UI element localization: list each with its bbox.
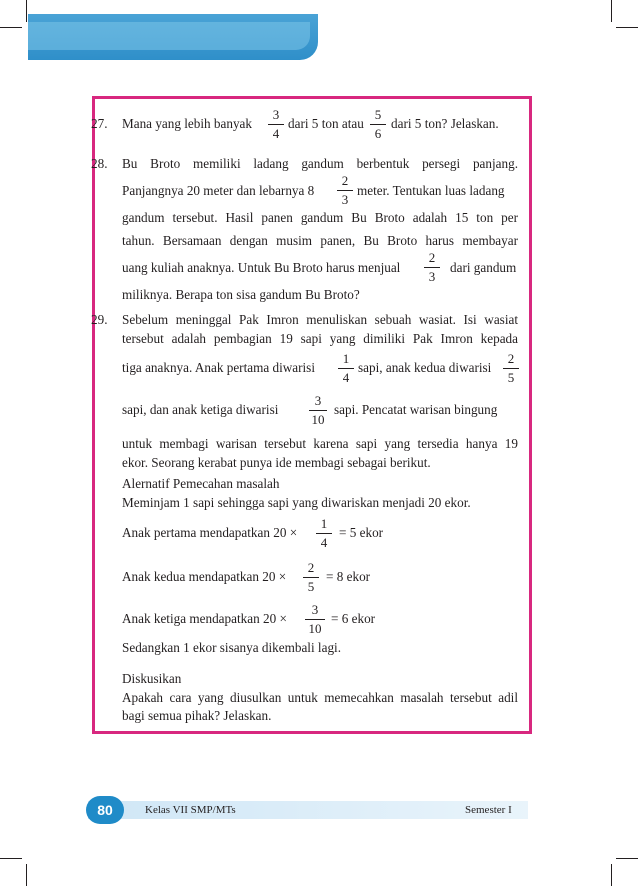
- question-text: uang kuliah anaknya. Untuk Bu Broto harus menjual: [122, 260, 401, 275]
- calculation: Anak kedua mendapatkan 20 ×: [122, 569, 287, 584]
- question-number: 29.: [91, 312, 108, 327]
- fraction: $\frac{5}{6}$: [370, 108, 386, 141]
- discussion-text: Apakah cara yang diusulkan untuk memecahkan masalah tersebut adil: [122, 690, 518, 705]
- page-number: 80: [86, 796, 124, 824]
- mixed-fraction: $\frac{2}{3}$: [337, 174, 353, 207]
- question-text: miliknya. Berapa ton sisa gandum Bu Broto?: [122, 287, 360, 302]
- fraction: $\frac{1}{4}$: [316, 517, 332, 550]
- question-text: dari 5 ton? Jelaskan.: [391, 116, 499, 131]
- question-text: sapi, dan anak ketiga diwarisi: [122, 402, 279, 417]
- fraction: $\frac{3}{4}$: [268, 108, 284, 141]
- question-text: tiga anaknya. Anak pertama diwarisi: [122, 360, 315, 375]
- calculation: = 8 ekor: [326, 569, 371, 584]
- fraction: $\frac{3}{10}$: [309, 394, 327, 427]
- calculation: Anak ketiga mendapatkan 20 ×: [122, 611, 287, 626]
- question-text: sapi. Pencatat warisan bingung: [334, 402, 498, 417]
- remainder-text: Sedangkan 1 ekor sisanya dikembali lagi.: [122, 640, 342, 655]
- question-text: Mana yang lebih banyak: [122, 116, 253, 131]
- header-banner: [28, 14, 318, 60]
- question-text: Sebelum meninggal Pak Imron menuliskan sebuah wasiat. Isi wasiat: [122, 312, 518, 327]
- crop-mark: [616, 27, 638, 28]
- calculation: Anak pertama mendapatkan 20 ×: [122, 525, 298, 540]
- fraction: $\frac{2}{5}$: [303, 561, 319, 594]
- question-text: sapi, anak kedua diwarisi: [358, 360, 492, 375]
- question-text: dari gandum: [450, 260, 517, 275]
- crop-mark: [0, 858, 22, 859]
- crop-mark: [26, 0, 27, 22]
- alternative-text: Meminjam 1 sapi sehingga sapi yang diwariskan menjadi 20 ekor.: [122, 495, 471, 510]
- crop-mark: [0, 27, 22, 28]
- fraction: $\frac{2}{3}$: [424, 251, 440, 284]
- question-text: tahun. Bersamaan dengan musim panen, Bu Broto harus membayar: [122, 233, 518, 248]
- footer-semester-label: Semester I: [465, 804, 512, 816]
- crop-mark: [616, 858, 638, 859]
- crop-mark: [26, 864, 27, 886]
- question-number: 28.: [91, 156, 108, 171]
- alternative-title: Alernatif Pemecahan masalah: [122, 476, 280, 491]
- discussion-title: Diskusikan: [122, 671, 182, 686]
- question-text: Bu Broto memiliki ladang gandum berbentuk persegi panjang.: [122, 156, 518, 171]
- calculation: = 5 ekor: [339, 525, 384, 540]
- question-text: meter. Tentukan luas ladang: [357, 183, 505, 198]
- question-text: gandum tersebut. Hasil panen gandum Bu Broto adalah 15 ton per: [122, 210, 518, 225]
- question-text: dari 5 ton atau: [288, 116, 364, 131]
- fraction: $\frac{1}{4}$: [338, 352, 354, 385]
- question-text: Panjangnya 20 meter dan lebarnya 8: [122, 183, 315, 198]
- fraction: $\frac{2}{5}$: [503, 352, 519, 385]
- discussion-text: bagi semua pihak? Jelaskan.: [122, 708, 272, 723]
- fraction: $\frac{3}{10}$: [305, 603, 325, 636]
- question-number: 27.: [91, 116, 108, 131]
- crop-mark: [611, 0, 612, 22]
- question-text: ekor. Seorang kerabat punya ide membagi sebagai berikut.: [122, 455, 431, 470]
- crop-mark: [611, 864, 612, 886]
- footer-class-label: Kelas VII SMP/MTs: [145, 804, 236, 816]
- question-text: tersebut adalah pembagian 19 sapi yang dimiliki Pak Imron kepada: [122, 331, 518, 346]
- question-text: untuk membagi warisan tersebut karena sapi yang tersedia hanya 19: [122, 436, 518, 451]
- calculation: = 6 ekor: [331, 611, 376, 626]
